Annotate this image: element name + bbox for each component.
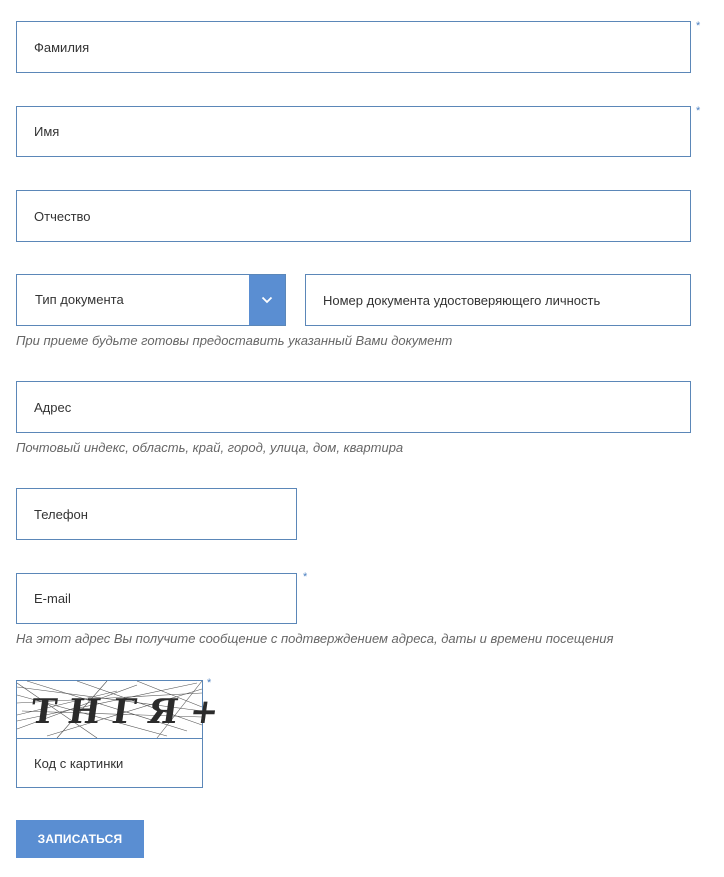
captcha-image <box>17 681 234 739</box>
captcha-input[interactable] <box>17 739 202 787</box>
captcha-code: ТНГЯ+ <box>28 692 234 732</box>
captcha-required-mark: * <box>207 677 212 689</box>
address-input[interactable] <box>17 382 690 432</box>
doc-type-dropdown-button[interactable] <box>249 275 285 325</box>
captcha-box <box>16 680 234 788</box>
submit-button[interactable]: ЗАПИСАТЬСЯ <box>16 820 144 858</box>
surname-required-mark: * <box>696 20 701 32</box>
patronymic-field[interactable] <box>16 190 691 242</box>
phone-input[interactable] <box>17 489 296 539</box>
doc-type-label: Тип документа <box>35 292 124 307</box>
name-input[interactable] <box>17 107 690 156</box>
chevron-down-icon <box>261 296 273 304</box>
doc-type-select[interactable] <box>16 274 286 326</box>
email-input[interactable] <box>17 574 296 623</box>
doc-number-field[interactable] <box>305 274 691 326</box>
address-hint: Почтовый индекс, область, край, город, улица, дом, квартира <box>16 440 404 455</box>
doc-number-input[interactable] <box>306 275 690 325</box>
surname-field[interactable] <box>16 21 691 73</box>
email-required-mark: * <box>303 571 308 583</box>
phone-field[interactable] <box>16 488 297 540</box>
name-required-mark: * <box>696 105 701 117</box>
address-field[interactable] <box>16 381 691 433</box>
patronymic-input[interactable] <box>17 191 690 241</box>
surname-input[interactable] <box>17 22 690 72</box>
doc-hint: При приеме будьте готовы предоставить указанный Вами документ <box>16 333 453 348</box>
email-field[interactable] <box>16 573 297 624</box>
name-field[interactable] <box>16 106 691 157</box>
email-hint: На этот адрес Вы получите сообщение с подтверждением адреса, даты и времени посещения <box>16 631 614 646</box>
